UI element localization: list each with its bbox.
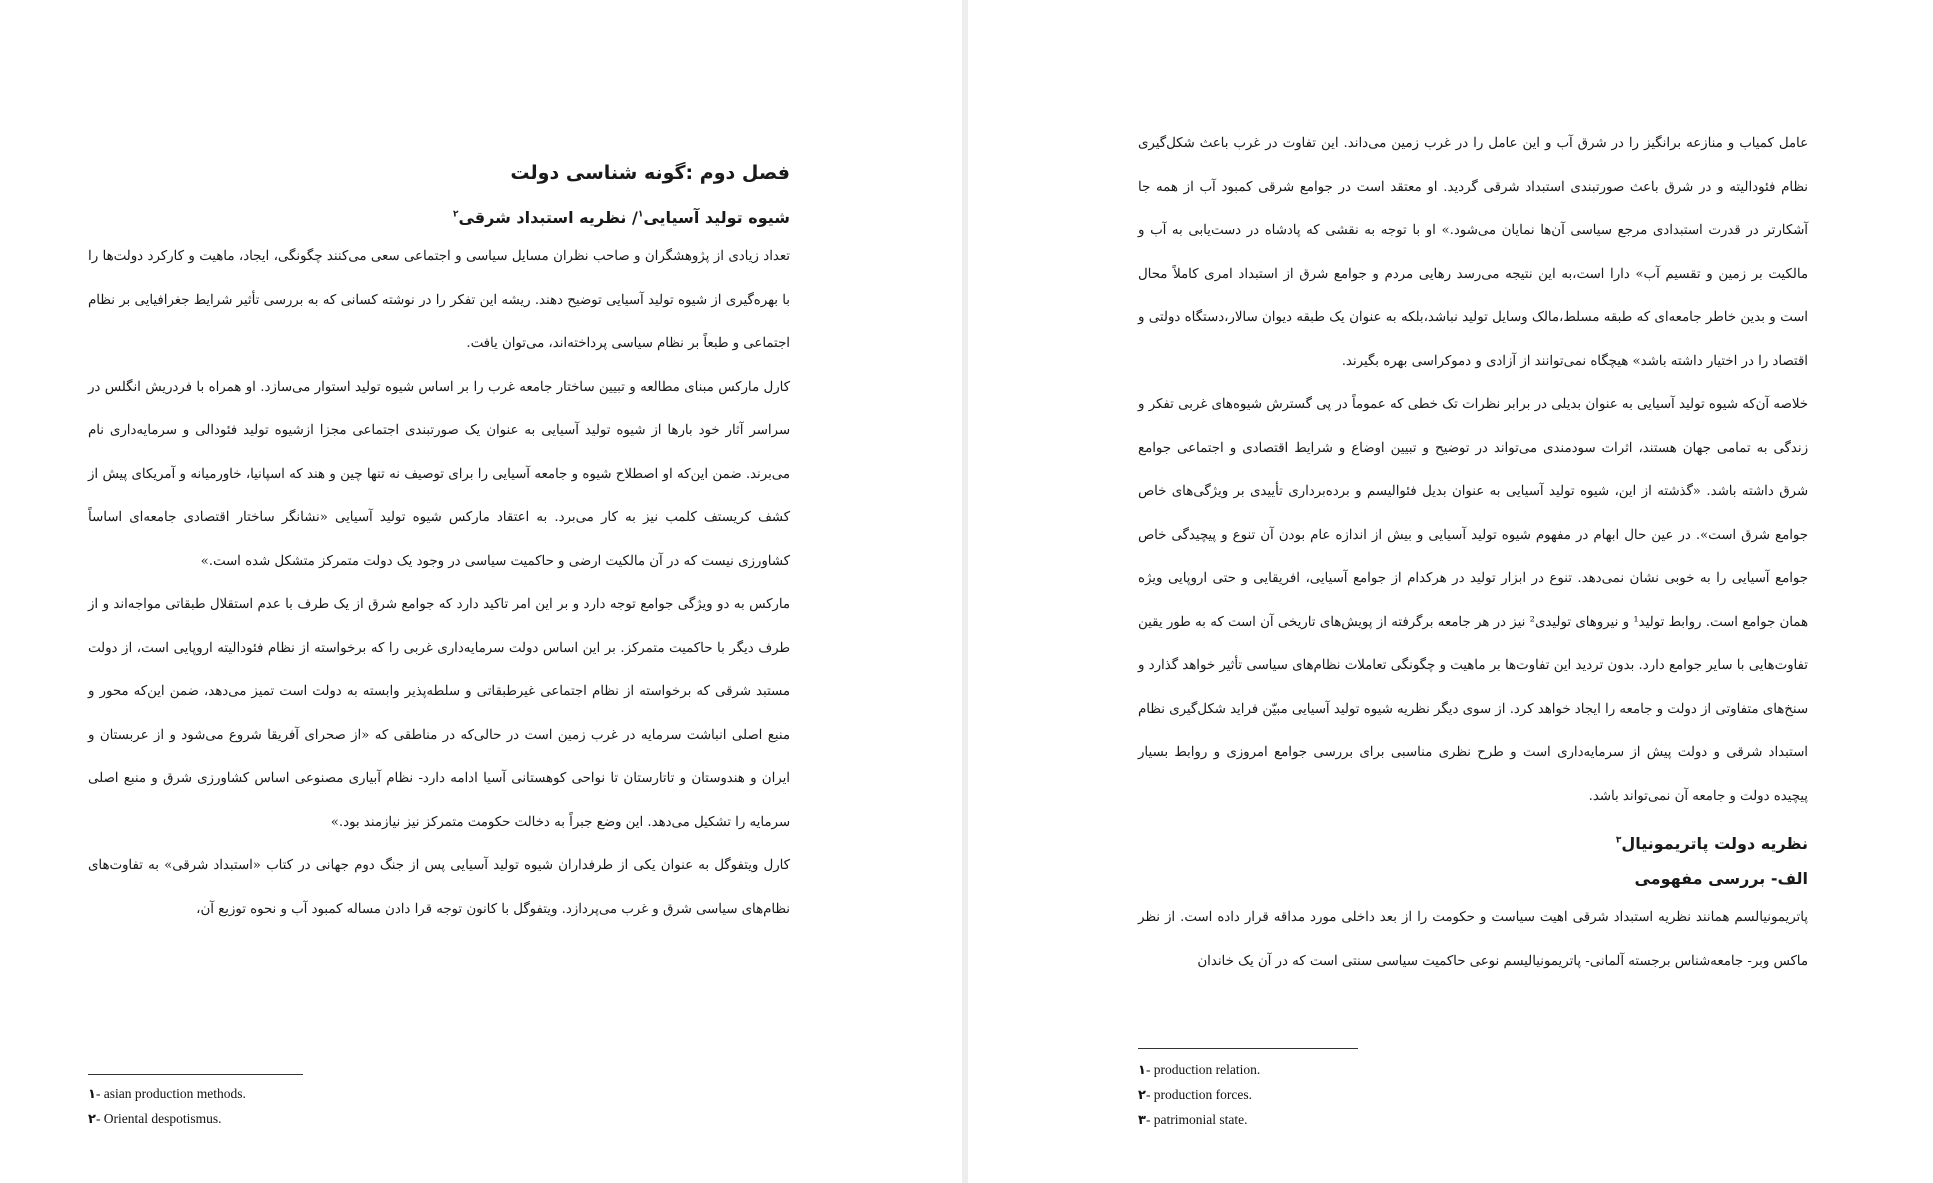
- chapter-title: فصل دوم :گونه شناسی دولت: [510, 162, 790, 184]
- right-page-text-column: [1138, 122, 1808, 983]
- footnote-divider: [1138, 1048, 1358, 1049]
- paragraph: عامل کمیاب و منازعه برانگیز را در شرق آب و این عامل را در غرب زمین می‌داند. این تفاوت در غرب باعث شکل‌گیری نظام فئودالیته و در شرق باعث صورتبندی استبداد شرقی گردید. او معتقد است در جوامع شرقی کمبود آب از همه جا آشکارتر در قدرت استبدادی مرجع سیاسی آن‌ها نمایان می‌شود.» او با توجه به نقشی که پادشاه در دست‌یابی به آب و مالکیت بر زمین و تقسیم آب» دارا است،به این نتیجه می‌رسد رهایی مردم و جوامع شرق از استبداد امری کاملاً محال است و بدین خاطر جامعه‌ای که طبقه مسلط،مالک وسایل تولید نباشد،بلکه به عنوان یک طبقه دیوان سالار،دستگاه دولتی و اقتصاد را در اختیار داشته باشد» هیچگاه نمی‌توانند از آزادی و دموکراسی بهره بگیرند.: [1138, 136, 1808, 369]
- right-page: [968, 0, 1933, 1183]
- paragraph: کارل ویتفوگل به عنوان یکی از طرفداران شیوه تولید آسیایی پس از جنگ دوم جهانی در کتاب «استبداد شرقی» به تفاوت‌های نظام‌های سیاسی شرق و غرب می‌پردازد. ویتفوگل با کانون توجه قرا دادن مساله کمبود آب و نحوه توزیع آن،: [88, 858, 790, 917]
- paragraph: خلاصه آن‌که شیوه تولید آسیایی به عنوان بدیلی در برابر نظرات تک خطی که عموماً در پی گسترش شیوه‌های غربی تفکر و زندگی به تمامی جهان هستند، اثرات سودمندی می‌تواند در توضیح و تبیین اوضاع و شرایط اقتصادی و اجتماعی جوامع شرق داشته باشد. «گذشته از این، شیوه تولید آسیایی به عنوان بدیل فئوالیسم و برده‌برداری تأییدی بر ویژگی‌های خاص جوامع شرق است». در عین حال ابهام در مفهوم شیوه تولید آسیایی و بیش از اندازه عام بودن آن تنوع و پیچیدگی خاص جوامع آسیایی را به خوبی نشان نمی‌دهد. تنوع در ابزار تولید در هرکدام از جوامع آسیایی، افریقایی و حتی اروپایی ویژه همان جوامع است. روابط تولید¹ و نیروهای تولیدی² نیز در هر جامعه برگرفته از پویش‌های تاریخی آن است که به طور یقین تفاوت‌هایی با سایر جوامع دارد. بدون تردید این تفاوت‌ها بر ماهیت و چگونگی تعاملات نظام‌های سیاسی تأثیر خواهد گذارد و سنخ‌های متفاوتی از دولت و جامعه را ایجاد خواهد کرد. از سوی دیگر نظریه شیوه تولید آسیایی مبیّن فراید شکل‌گیری نظام استبداد شرقی و دولت پیش از سرمایه‌داری است و طرح نظری مناسبی برای بررسی جوامع امروزی و روابط بسیار پیچیده دولت و جامعه آن نمی‌تواند باشد.: [1138, 397, 1809, 804]
- subsection-title: الف- بررسی مفهومی: [1634, 869, 1808, 888]
- footnotes-left: [88, 1082, 246, 1132]
- left-page-text-column: [88, 162, 790, 931]
- section-title-asian-production: [88, 208, 790, 227]
- paragraph: مارکس به دو ویژگی جوامع توجه دارد و بر این امر تاکید دارد که جوامع شرق از یک طرف با عدم استقلال طبقاتی مواجه‌اند و از طرف دیگر با حاکمیت متمرکز. بر این اساس دولت سرمایه‌داری غربی را که برخواسته از نظام فئودالیته اروپایی است، از دولت مستبد شرقی که برخواسته از نظام اجتماعی غیرطبقاتی و سلطه‌پذیر وابسته به دولت است تمیز می‌دهد، ضمن این‌که محور و منبع اصلی انباشت سرمایه در غرب زمین است در حالی‌که در مناطقی که «از صحرای آفریقا شروع می‌شود و از عربستان و ایران و هندوستان و تاتارستان تا نواحی کوهستانی آسیا ادامه دارد- نظام آبیاری مصنوعی اساس کشاورزی شرق و منبع اصلی سرمایه را تشکیل می‌دهد. این وضع جبراً به دخالت حکومت متمرکز نیز نیازمند بود.»: [88, 597, 790, 830]
- section-title-text-2: / نظریه استبداد شرقی: [458, 208, 638, 227]
- footnotes-right: [1138, 1058, 1260, 1133]
- footnote: ۲- production forces.: [1138, 1087, 1253, 1103]
- footnote-ref-2: ۲: [452, 209, 459, 220]
- footnote-ref-1: ۱: [637, 209, 644, 220]
- left-page: [0, 0, 962, 1183]
- footnote-divider: [88, 1074, 303, 1075]
- footnote-ref-3: ۳: [1615, 835, 1622, 846]
- footnote: ۱- production relation.: [1138, 1062, 1261, 1078]
- section-title-text: شیوه تولید آسیایی: [643, 208, 790, 227]
- paragraph: پاتریمونیالسم همانند نظریه استبداد شرقی اهیت سیاست و حکومت را از بعد داخلی مورد مداقه قرار داده است. از نظر ماکس وبر- جامعه‌شناس برجسته آلمانی- پاتریمونیالیسم نوعی حاکمیت سیاسی سنتی است که در آن یک خاندان: [1138, 910, 1808, 969]
- section-title-patrimonial: نظریه دولت پاتریمونیال$^۳$: [1615, 834, 1808, 853]
- paragraph: کارل مارکس مبنای مطالعه و تبیین ساختار جامعه غرب را بر اساس شیوه تولید استوار می‌سازد. او همراه با فردریش انگلس در سراسر آثار خود بارها از شیوه تولید آسیایی به عنوان یک صورتبندی اجتماعی مجزا ازشیوه تولید فئودالی و سرمایه‌داری نام می‌برند. ضمن این‌که او اصطلاح شیوه و جامعه آسیایی را برای توصیف نه تنها چین و هند که اسپانیا، خاورمیانه و آمریکای پیش از کشف کریستف کلمب نیز به کار می‌برد. به اعتقاد مارکس شیوه تولید آسیایی «نشانگر ساختار اقتصادی جامعه‌ای اساساً کشاورزی نیست که در آن مالکیت ارضی و حاکمیت سیاسی در وجود یک دولت متمرکز متشکل شده است.»: [88, 379, 790, 569]
- footnote: ۲- Oriental despotismus.: [88, 1111, 222, 1127]
- footnote: ۱- asian production methods.: [88, 1086, 246, 1102]
- paragraph: تعداد زیادی از پژوهشگران و صاحب نظران مسایل سیاسی و اجتماعی سعی می‌کنند چگونگی، ایجاد، ماهیت و کارکرد دولت‌ها را با بهره‌گیری از شیوه تولید آسیایی توضیح دهند. ریشه این تفکر را در نوشته کسانی که به بررسی تأثیر شرایط جغرافیایی بر نظام اجتماعی و طبعاً بر نظام سیاسی پرداخته‌اند، می‌توان یافت.: [88, 249, 790, 351]
- footnote: ۳- patrimonial state.: [1138, 1112, 1248, 1128]
